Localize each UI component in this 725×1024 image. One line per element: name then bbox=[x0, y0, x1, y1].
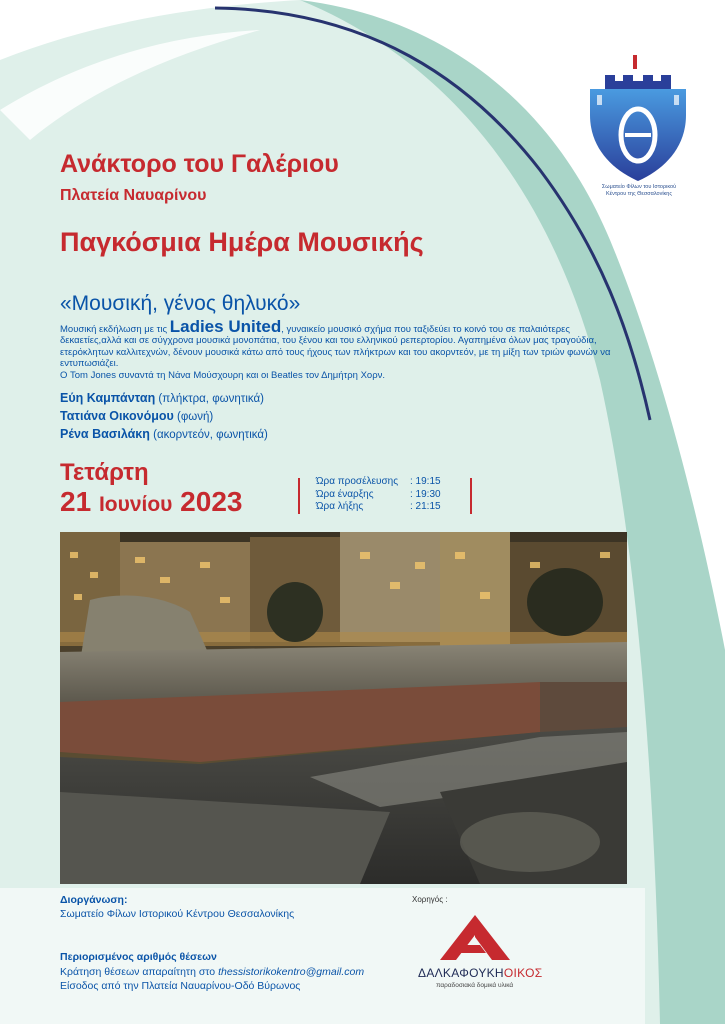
organizer-label: Διοργάνωση: bbox=[60, 894, 128, 906]
reservation-email[interactable]: thessistorikokentro@gmail.com bbox=[218, 966, 365, 978]
sponsor-name-accent: ΟΙΚΟΣ bbox=[503, 966, 543, 980]
venue-title: Ανάκτορο του Γαλέριου bbox=[60, 150, 339, 178]
time-row-end bbox=[316, 501, 441, 514]
time-value: : 19:15 bbox=[410, 476, 441, 487]
venue-subtitle: Πλατεία Ναυαρίνου bbox=[60, 187, 207, 204]
date-year: 2023 bbox=[180, 486, 243, 517]
description-last-line: Ο Tom Jones συναντά τη Νάνα Μούσχουρη και οι Beatles τον Δημήτρη Χορν. bbox=[60, 369, 385, 381]
event-quote: «Μουσική, γένος θηλυκό» bbox=[60, 292, 301, 315]
event-description bbox=[60, 317, 625, 381]
time-row-arrival bbox=[316, 476, 441, 489]
event-title: Παγκόσμια Ημέρα Μουσικής bbox=[60, 227, 424, 257]
time-label: Ώρα έναρξης bbox=[316, 488, 374, 500]
performer-2 bbox=[60, 409, 213, 423]
organizer-name: Σωματείο Φίλων Ιστορικού Κέντρου Θεσσαλονίκης bbox=[60, 908, 295, 920]
date-number: 21 bbox=[60, 486, 92, 517]
performer-name: Ρένα Βασιλάκη bbox=[60, 427, 150, 441]
performer-3 bbox=[60, 427, 268, 441]
time-row-start bbox=[316, 489, 441, 502]
sponsor-logo-icon bbox=[440, 915, 510, 960]
description-intro: Μουσική εκδήλωση με τις bbox=[60, 324, 168, 335]
schedule-times bbox=[316, 476, 441, 514]
time-label: Ώρα προσέλευσης bbox=[316, 476, 399, 487]
performer-role: (πλήκτρα, φωνητικά) bbox=[158, 393, 264, 405]
reservation-line bbox=[60, 966, 364, 978]
sponsor-name-main: ΔΑΛΚΑΦΟΥΚΗ bbox=[418, 966, 504, 980]
association-logo bbox=[587, 55, 689, 183]
divider-right bbox=[470, 478, 472, 514]
performer-name: Εύη Καμπάνταη bbox=[60, 391, 156, 405]
sponsor-label: Χορηγός : bbox=[412, 895, 448, 904]
limited-seats: Περιορισμένος αριθμός θέσεων bbox=[60, 951, 217, 963]
time-value: : 19:30 bbox=[410, 488, 441, 500]
performer-role: (φωνή) bbox=[176, 411, 214, 423]
date-month: Ιουνίου bbox=[98, 493, 173, 516]
performer-role: (ακορντεόν, φωνητικά) bbox=[153, 429, 268, 441]
performer-name: Τατιάνα Οικονόμου bbox=[60, 409, 174, 423]
divider-left bbox=[298, 478, 300, 514]
entrance-info: Είσοδος από την Πλατεία Ναυαρίνου-Οδό Βύρωνος bbox=[60, 980, 301, 992]
time-value: : 21:15 bbox=[410, 501, 441, 512]
reservation-text: Κράτηση θέσεων απαραίτητη στο bbox=[60, 966, 216, 978]
galerius-palace-photo bbox=[60, 532, 627, 884]
event-day: Τετάρτη bbox=[60, 459, 149, 486]
event-date bbox=[60, 486, 242, 518]
time-label: Ώρα λήξης bbox=[316, 501, 364, 512]
performer-1 bbox=[60, 391, 264, 405]
band-name: Ladies United bbox=[169, 317, 282, 336]
sponsor-tagline: παραδοσιακά δομικά υλικά bbox=[436, 982, 514, 989]
association-name: Σωματείο Φίλων του Ιστορικού Κέντρου της Θεσσαλονίκης bbox=[601, 184, 677, 197]
description-body: , γυναικείο μουσικό σχήμα που ταξιδεύει το κοινό του σε παλαιότερες δεκαετίες,αλλά και σε σύγχρονα μουσικά μονοπάτια, του ξένου και του ελληνικού ρεπερτορίου. Αγαπημένα όλων μας τραγούδια, ετερόκλητων καλλιτεχνών, δένουν μουσικά κάτω από τους ήχους των πλήκτρων και του ακορντεόν, με τη μίξη των τριών φωνών να εντυπωσιάζει. bbox=[60, 324, 611, 370]
sponsor-name bbox=[418, 966, 542, 980]
